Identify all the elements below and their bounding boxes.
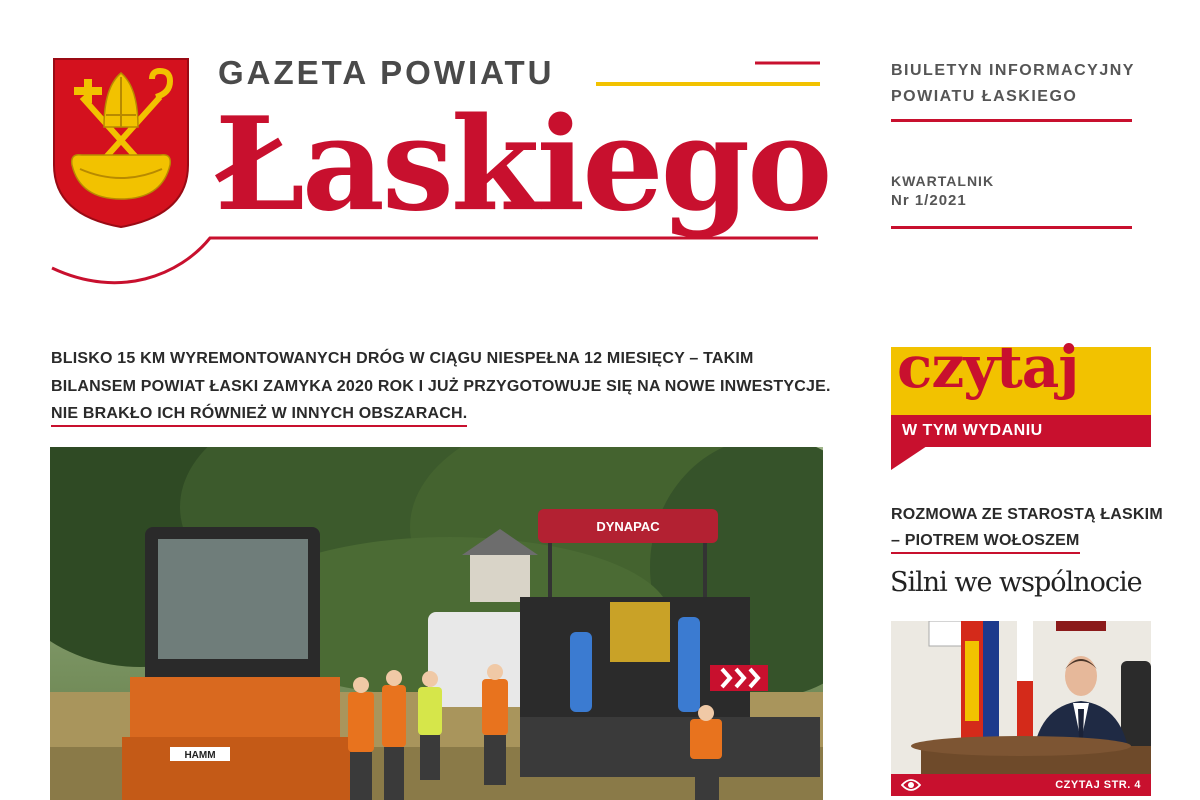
lead-line-2: BILANSEM POWIAT ŁASKI ZAMYKA 2020 ROK I JUŻ PRZYGOTOWUJE SIĘ NA NOWE INWESTYCJE. [51,377,831,395]
read-word: czytaj [897,333,1079,401]
bulletin-info [891,58,1135,110]
interview-line-2[interactable]: – PIOTREM WOŁOSZEM [891,530,1080,554]
lead-line-3[interactable]: NIE BRAKŁO ICH RÓWNIEŻ W INNYCH OBSZARACH. [51,403,467,427]
bulletin-rule-top [891,119,1132,122]
read-page-bar[interactable] [891,774,1151,796]
bulletin-line-2: POWIATU ŁASKIEGO [891,88,1078,105]
issue-number: Nr 1/2021 [891,192,967,209]
read-page-label[interactable]: CZYTAJ STR. 4 [1055,779,1141,791]
interview-line-1: ROZMOWA ZE STAROSTĄ ŁASKIM [891,506,1163,523]
band-pointer [891,446,927,470]
coat-of-arms-icon [52,57,190,229]
starost-portrait [891,621,1151,774]
interview-headline[interactable]: Silni we wspólnocie [890,567,1142,598]
eye-icon [901,778,921,792]
interview-teaser [891,502,1163,554]
roller-brand: HAMM [184,750,216,761]
issue-kind: KWARTALNIK [891,173,995,189]
masthead-kicker: GAZETA POWIATU [218,54,555,91]
masthead-title: Łaskiego [214,90,830,240]
paver-brand: DYNAPAC [596,519,660,534]
bulletin-line-1: BIULETYN INFORMACYJNY [891,62,1135,79]
interview-photo [891,621,1151,774]
lead-paragraph [51,345,831,428]
lead-line-1: BLISKO 15 KM WYREMONTOWANYCH DRÓG W CIĄGU NIESPEŁNA 12 MIESIĘCY – TAKIM [51,350,754,367]
bulletin-rule-bottom [891,226,1132,229]
road-works-photo [50,447,823,800]
main-photo [50,447,823,800]
in-issue-label: W TYM WYDANIU [902,422,1043,439]
in-issue-band [891,415,1151,447]
